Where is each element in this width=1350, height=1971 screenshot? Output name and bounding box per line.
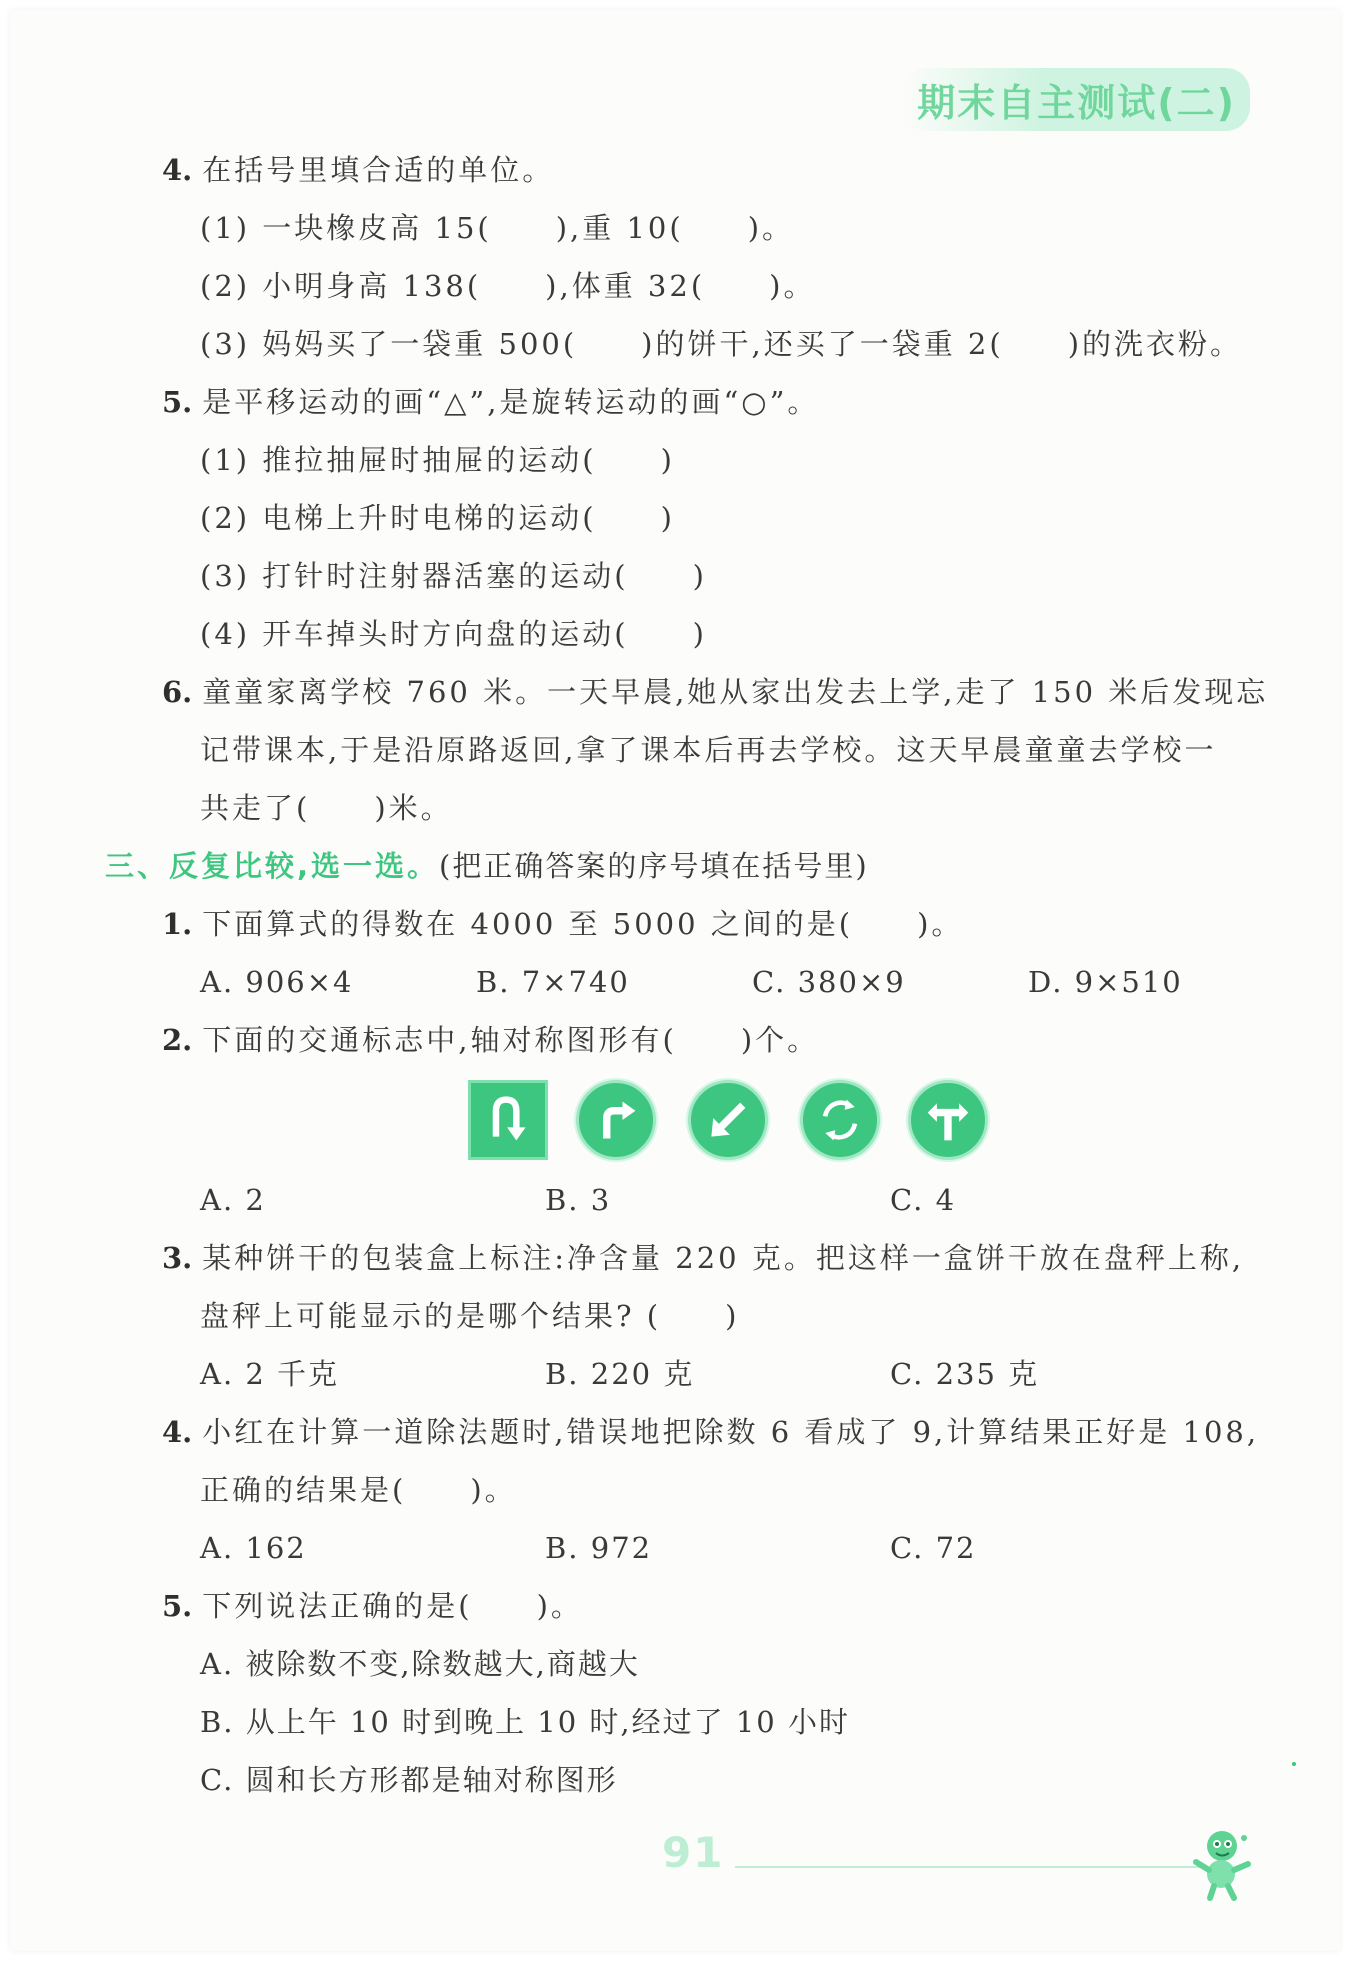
question-text: 下面算式的得数在 4000 至 5000 之间的是( )。 xyxy=(202,907,964,941)
right-turn-sign-icon xyxy=(576,1080,656,1160)
section-title: 三、反复比较,选一选。 xyxy=(105,849,440,883)
question-6-line-3: 共走了( )米。 xyxy=(200,791,453,825)
option-c: C. 4 xyxy=(890,1183,957,1217)
option-a: A. 被除数不变,除数越大,商越大 xyxy=(200,1647,640,1681)
mc-question-1 xyxy=(162,904,963,944)
u-turn-sign-icon xyxy=(468,1080,548,1160)
question-5-part-1: (1) 推拉抽屉时抽屉的运动( ) xyxy=(200,443,675,477)
question-number: 6. xyxy=(162,675,193,709)
option-a: A. 162 xyxy=(200,1531,307,1565)
mc-question-3 xyxy=(162,1238,1244,1278)
mc-question-4-line-2: 正确的结果是( )。 xyxy=(200,1473,517,1507)
roundabout-sign-icon xyxy=(800,1080,880,1160)
question-text: 小红在计算一道除法题时,错误地把除数 6 看成了 9,计算结果正好是 108, xyxy=(202,1415,1260,1449)
left-right-turn-sign-icon xyxy=(908,1080,988,1160)
mascot-icon xyxy=(1188,1822,1258,1902)
traffic-signs xyxy=(468,1080,988,1162)
mc-question-2 xyxy=(162,1020,819,1060)
question-5-part-4: (4) 开车掉头时方向盘的运动( ) xyxy=(200,617,707,651)
option-a: A. 906×4 xyxy=(200,965,354,999)
question-6 xyxy=(162,672,1268,712)
option-b: B. 220 克 xyxy=(545,1357,695,1391)
question-number: 3. xyxy=(162,1241,193,1275)
section-instruction: (把正确答案的序号填在括号里) xyxy=(439,849,869,883)
question-number: 2. xyxy=(162,1023,193,1057)
down-left-arrow-sign-icon xyxy=(688,1080,768,1160)
option-c: C. 圆和长方形都是轴对称图形 xyxy=(200,1763,618,1797)
page-number: 91 xyxy=(662,1828,725,1877)
option-a: A. 2 xyxy=(200,1183,266,1217)
option-b: B. 972 xyxy=(545,1531,653,1565)
option-c: C. 380×9 xyxy=(752,965,906,999)
question-text: 在括号里填合适的单位。 xyxy=(202,153,555,187)
question-number: 5. xyxy=(162,1589,193,1623)
question-4 xyxy=(162,150,554,190)
option-b: B. 3 xyxy=(545,1183,612,1217)
mc-question-5 xyxy=(162,1586,583,1626)
question-number: 5. xyxy=(162,385,193,419)
question-number: 4. xyxy=(162,153,193,187)
section-3-heading xyxy=(105,846,869,886)
question-6-line-2: 记带课本,于是沿原路返回,拿了课本后再去学校。这天早晨童童去学校一 xyxy=(200,733,1217,767)
question-number: 1. xyxy=(162,907,193,941)
question-number: 4. xyxy=(162,1415,193,1449)
mc-question-4 xyxy=(162,1412,1259,1452)
option-a: A. 2 千克 xyxy=(200,1357,340,1391)
question-text: 下列说法正确的是( )。 xyxy=(202,1589,583,1623)
question-4-part-3: (3) 妈妈买了一袋重 500( )的饼干,还买了一袋重 2( )的洗衣粉。 xyxy=(200,327,1243,361)
option-c: C. 72 xyxy=(890,1531,977,1565)
question-text: 某种饼干的包装盒上标注:净含量 220 克。把这样一盒饼干放在盘秤上称, xyxy=(202,1241,1245,1275)
question-4-part-2: (2) 小明身高 138( ),体重 32( )。 xyxy=(200,269,816,303)
question-text: 童童家离学校 760 米。一天早晨,她从家出发去上学,走了 150 米后发现忘 xyxy=(202,675,1269,709)
option-d: D. 9×510 xyxy=(1028,965,1183,999)
worksheet-page xyxy=(10,10,1340,1951)
mc-question-3-line-2: 盘秤上可能显示的是哪个结果? ( ) xyxy=(200,1299,740,1333)
option-c: C. 235 克 xyxy=(890,1357,1040,1391)
header-title: 期末自主测试(二) xyxy=(903,68,1250,131)
footer-rule xyxy=(735,1866,1205,1868)
question-4-part-1: (1) 一块橡皮高 15( ),重 10( )。 xyxy=(200,211,795,245)
question-5-part-3: (3) 打针时注射器活塞的运动( ) xyxy=(200,559,707,593)
question-5 xyxy=(162,382,819,422)
question-text: 下面的交通标志中,轴对称图形有( )个。 xyxy=(202,1023,820,1057)
decorative-dot xyxy=(1292,1762,1296,1766)
option-b: B. 7×740 xyxy=(476,965,630,999)
question-text: 是平移运动的画“△”,是旋转运动的画“○”。 xyxy=(202,385,820,419)
question-5-part-2: (2) 电梯上升时电梯的运动( ) xyxy=(200,501,675,535)
option-b: B. 从上午 10 时到晚上 10 时,经过了 10 小时 xyxy=(200,1705,850,1739)
